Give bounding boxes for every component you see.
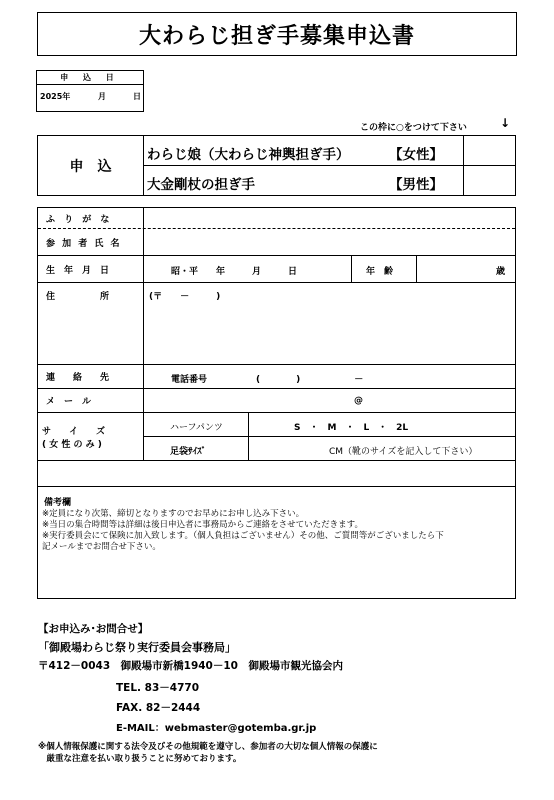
birth-label: 生 年 月 日 bbox=[38, 256, 144, 282]
option-male-gender: 【男性】 bbox=[389, 177, 443, 193]
tabi-divider bbox=[248, 437, 249, 461]
remarks-section bbox=[38, 487, 515, 600]
contact-label: 連 絡 先 bbox=[38, 365, 144, 388]
furigana-row bbox=[38, 208, 515, 229]
option-female-gender: 【女性】 bbox=[389, 147, 443, 163]
furigana-label: ふ り が な bbox=[38, 208, 144, 228]
form-title: 大わらじ担ぎ手募集申込書 bbox=[37, 12, 517, 56]
option-female-row bbox=[144, 136, 464, 166]
birth-date-field[interactable]: 昭・平 年 月 日 bbox=[171, 267, 298, 277]
contact-row bbox=[38, 365, 515, 389]
remarks-text bbox=[42, 509, 512, 553]
privacy-line: ※個人情報保護に関する法令及びその他規範を遵守し、参加者の大切な個人情報の保護に bbox=[38, 742, 378, 752]
name-label: 参 加 者 氏 名 bbox=[38, 229, 144, 255]
name-field[interactable] bbox=[145, 229, 515, 255]
address-row bbox=[38, 283, 515, 365]
remarks-label: 備考欄 bbox=[44, 498, 72, 508]
remarks-line: ※実行委員会にて保険に加入致します。（個人負担はございません）その他、ご質問等がございましたら下 bbox=[42, 531, 444, 541]
name-row bbox=[38, 229, 515, 256]
pants-size-options[interactable]: S ・ M ・ L ・ 2L bbox=[294, 423, 409, 433]
option-female-mark-cell[interactable] bbox=[464, 136, 516, 166]
pants-size-row bbox=[144, 413, 515, 437]
contact-heading: 【お申込み･お問合せ】 bbox=[38, 623, 149, 635]
remarks-line: 記メールまでお問合せ下さい。 bbox=[42, 542, 161, 552]
option-male-text: 大金剛杖の担ぎ手 bbox=[147, 177, 255, 193]
contact-tel: TEL. 83－4770 bbox=[116, 682, 200, 694]
privacy-line: 厳重な注意を払い取り扱うことに努めております。 bbox=[38, 754, 242, 764]
size-row bbox=[38, 413, 515, 461]
date-day: 日 bbox=[133, 92, 141, 101]
date-month: 月 bbox=[98, 92, 106, 101]
date-year: 2025年 bbox=[40, 92, 71, 101]
contact-email-link[interactable]: E-MAIL：webmaster@gotemba.gr.jp bbox=[116, 723, 317, 734]
contact-organization: 「御殿場わらじ祭り実行委員会事務局」 bbox=[38, 641, 236, 654]
age-label: 年 齢 bbox=[366, 267, 394, 277]
birth-age-divider bbox=[351, 256, 352, 282]
age-unit[interactable]: 歳 bbox=[496, 267, 506, 277]
privacy-notice bbox=[38, 741, 518, 765]
size-label-line1: サ イ ズ bbox=[42, 426, 106, 437]
email-row bbox=[38, 389, 515, 413]
down-arrow-icon: ↓ bbox=[500, 116, 511, 130]
size-label-line2: ( 女 性 の み ) bbox=[42, 439, 102, 450]
contact-address: 〒412－0043 御殿場市新橋1940－10 御殿場市観光協会内 bbox=[38, 660, 343, 672]
age-divider bbox=[416, 256, 417, 282]
tabi-label: 足袋ｻｲｽﾞ bbox=[170, 447, 207, 457]
email-field[interactable]: @ bbox=[354, 396, 363, 406]
application-type-table bbox=[37, 135, 516, 196]
option-female-text: わらじ娘（大わらじ神輿担ぎ手） bbox=[147, 147, 350, 163]
phone-field[interactable]: ( ) － bbox=[256, 375, 364, 385]
option-male-mark-cell[interactable] bbox=[464, 166, 516, 196]
birth-row bbox=[38, 256, 515, 283]
address-label: 住 所 bbox=[38, 283, 144, 364]
remarks-line: ※定員になり次第、締切となりますのでお早めにお申し込み下さい。 bbox=[42, 509, 305, 519]
remarks-line: ※当日の集合時間等は詳細は後日申込者に事務局からご連絡をさせていただきます。 bbox=[42, 520, 363, 530]
blank-row bbox=[38, 461, 515, 487]
date-header: 申 込 日 bbox=[37, 71, 143, 85]
furigana-field[interactable] bbox=[145, 208, 515, 228]
email-label: メ ー ル bbox=[38, 389, 144, 412]
apply-label: 申 込 bbox=[38, 136, 144, 195]
option-male-row bbox=[144, 166, 464, 196]
application-date-box bbox=[36, 70, 144, 112]
applicant-form bbox=[37, 207, 516, 599]
size-label bbox=[38, 413, 144, 460]
tabi-size-field[interactable]: CM（靴のサイズを記入して下さい） bbox=[329, 447, 478, 457]
tabi-size-row bbox=[144, 437, 515, 461]
phone-label: 電話番号 bbox=[171, 375, 208, 385]
pants-label: ハーフパンツ bbox=[170, 423, 223, 433]
postal-code-field[interactable]: (〒 － ) bbox=[149, 292, 221, 302]
circle-instruction: この枠に○をつけて下さい bbox=[360, 123, 467, 133]
pants-divider bbox=[248, 413, 249, 436]
contact-fax: FAX. 82－2444 bbox=[116, 702, 201, 714]
